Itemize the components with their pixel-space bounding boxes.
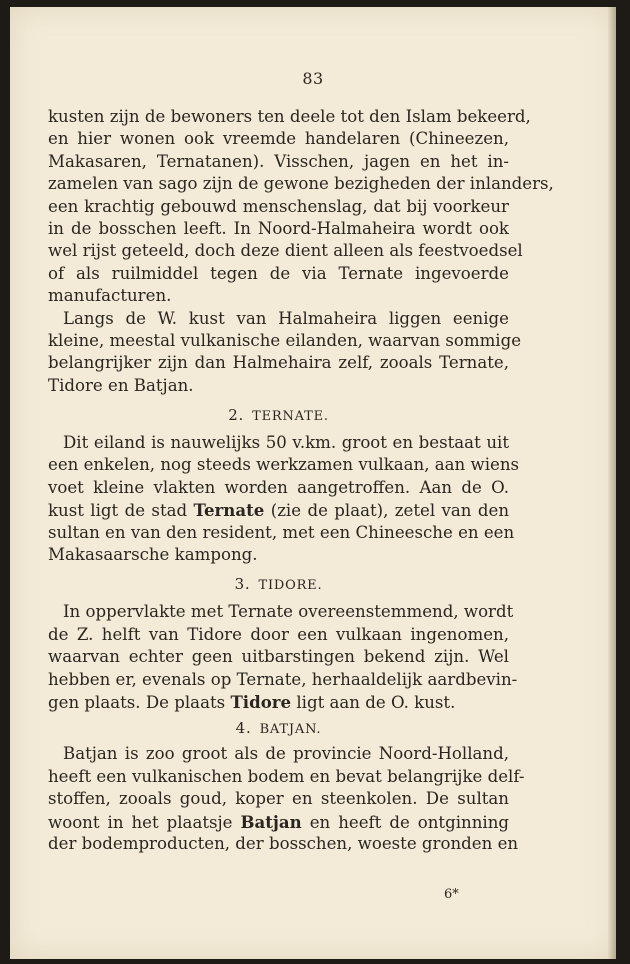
text-line: of als ruilmiddel tegen de via Ternate ingevoerde	[48, 263, 509, 283]
text-line: de Z. helft van Tidore door een vulkaan ingenomen,	[48, 624, 509, 644]
text-line: sultan en van den resident, met een Chineesche en een	[48, 522, 515, 542]
text-line: Makasaren, Ternatanen). Visschen, jagen en het in-	[48, 151, 509, 171]
page-number: 83	[302, 69, 324, 88]
text-line: hebben er, evenals op Ternate, herhaaldelijk aardbevin-	[48, 669, 518, 689]
text-line: manufacturen.	[48, 286, 172, 306]
text-line: gen plaats. De plaats Tidore ligt aan de O. kust.	[48, 691, 456, 712]
section-heading-batjan	[48, 717, 509, 739]
section-title: TERNATE.	[252, 409, 329, 425]
text-line: belangrijker zijn dan Halmehaira zelf, zooals Ternate,	[48, 353, 509, 373]
paragraph-ternate	[48, 432, 520, 566]
place-name-tidore: Tidore	[230, 691, 292, 712]
paragraph-halmaheira-inhabitants	[48, 106, 554, 308]
section-number: 4.	[235, 719, 252, 738]
text-line: in de bosschen leeft. In Noord-Halmaheira wordt ook	[48, 218, 509, 238]
text-line: heeft een vulkanischen bodem en bevat belangrijke delf-	[48, 766, 525, 786]
text-line: der bodemproducten, der bosschen, woeste gronden en	[48, 833, 519, 853]
text-line: een enkelen, nog steeds werkzamen vulkaan, aan wiens	[48, 455, 520, 475]
page-content	[48, 106, 554, 855]
text-line: wel rijst geteeld, doch deze dient alleen als feestvoedsel	[48, 241, 523, 261]
section-heading-ternate	[48, 404, 509, 426]
text-line: stoffen, zooals goud, koper en steenkolen. De sultan	[48, 789, 509, 809]
paragraph-batjan	[48, 743, 525, 855]
page-edge-shadow	[608, 7, 616, 959]
section-number: 3.	[234, 575, 251, 594]
text-line: zamelen van sago zijn de gewone bezigheden der inlanders,	[48, 174, 554, 194]
section-number: 2.	[228, 406, 245, 425]
text-line: Makasaarsche kampong.	[48, 545, 258, 565]
text-line: Tidore en Batjan.	[48, 375, 194, 395]
paragraph-west-coast-islands	[48, 308, 522, 398]
section-heading-tidore	[48, 573, 509, 595]
printer-signature-mark: 6*	[444, 887, 459, 902]
text-line: waarvan echter geen uitbarstingen bekend zijn. Wel	[48, 647, 509, 667]
text-line: kusten zijn de bewoners ten deele tot den Islam bekeerd,	[48, 107, 531, 126]
text-line: Langs de W. kust van Halmaheira liggen eenige	[63, 308, 509, 328]
place-name-batjan: Batjan	[240, 811, 302, 832]
text-line: kleine, meestal vulkanische eilanden, waarvan sommige	[48, 330, 522, 350]
book-page	[10, 7, 616, 959]
section-title: TIDORE.	[258, 578, 323, 594]
text-line: en hier wonen ook vreemde handelaren (Chineezen,	[48, 129, 509, 149]
place-name-ternate: Ternate	[193, 500, 265, 521]
text-line: een krachtig gebouwd menschenslag, dat bij voorkeur	[48, 196, 509, 216]
text-line: voet kleine vlakten worden aangetroffen. Aan de O.	[48, 477, 509, 497]
text-line: woont in het plaatsje Batjan en heeft de ontginning	[48, 811, 510, 832]
paragraph-tidore	[48, 601, 518, 713]
section-title: BATJAN.	[259, 722, 322, 738]
text-line: In oppervlakte met Ternate overeenstemmend, wordt	[63, 602, 514, 622]
text-line: Dit eiland is nauwelijks 50 v.km. groot en bestaat uit	[63, 433, 509, 453]
text-line: kust ligt de stad Ternate (zie de plaat), zetel van den	[48, 500, 510, 521]
text-line: Batjan is zoo groot als de provincie Noord-Holland,	[63, 744, 509, 764]
